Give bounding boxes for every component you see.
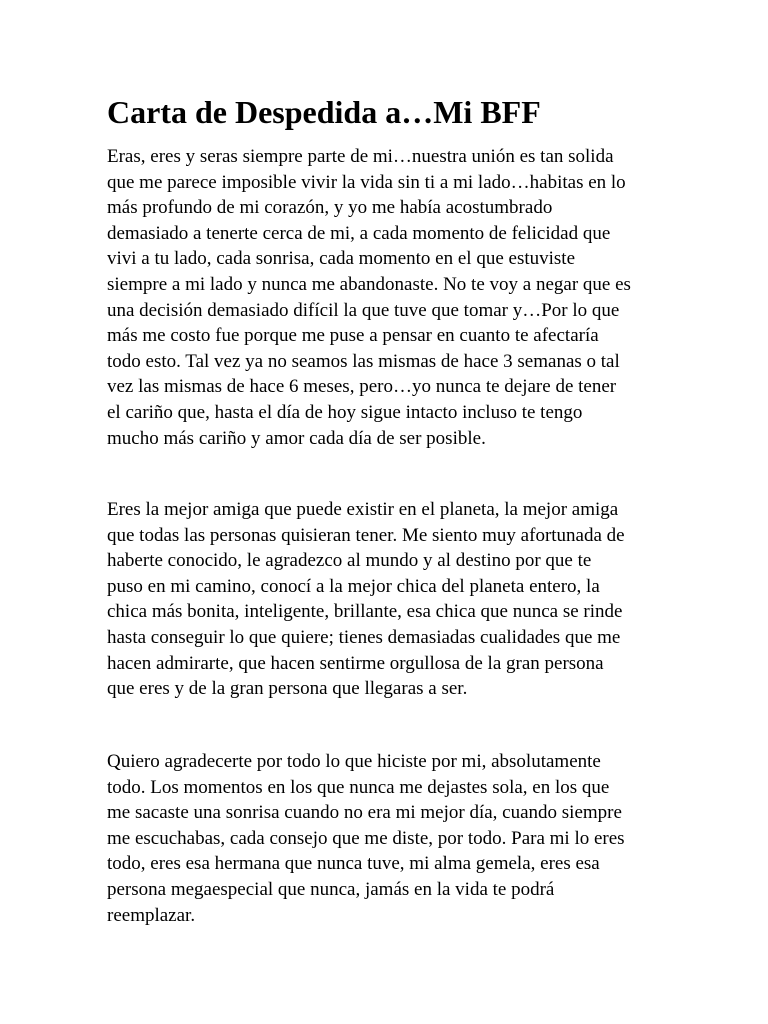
paragraph-line: vez las mismas de hace 6 meses, pero…yo nunca te dejare de tener	[107, 376, 617, 398]
paragraph-1	[107, 144, 663, 451]
paragraph-line: mucho más cariño y amor cada día de ser posible.	[107, 427, 486, 449]
paragraph-line: persona megaespecial que nunca, jamás en la vida te podrá	[107, 878, 555, 900]
paragraph-line: que todas las personas quisieran tener. Me siento muy afortunada de	[107, 524, 625, 546]
paragraph-line: Eres la mejor amiga que puede existir en el planeta, la mejor amiga	[107, 499, 619, 520]
paragraph-line: me sacaste una sonrisa cuando no era mi mejor día, cuando siempre	[107, 802, 622, 824]
paragraph-line: que eres y de la gran persona que llegaras a ser.	[107, 678, 468, 700]
paragraph-line: puso en mi camino, conocí a la mejor chica del planeta entero, la	[107, 575, 600, 597]
paragraph-line: reemplazar.	[107, 904, 196, 926]
paragraph-line: chica más bonita, inteligente, brillante, esa chica que nunca se rinde	[107, 601, 623, 623]
paragraph-line: una decisión demasiado difícil la que tuve que tomar y…Por lo que	[107, 299, 620, 321]
paragraph-line: más profundo de mi corazón, y yo me había acostumbrado	[107, 197, 553, 219]
paragraph-line: que me parece imposible vivir la vida sin ti a mi lado…habitas en lo	[107, 171, 626, 193]
paragraph-line: demasiado a tenerte cerca de mi, a cada momento de felicidad que	[107, 222, 611, 244]
paragraph-line: hasta conseguir lo que quiere; tienes demasiadas cualidades que me	[107, 626, 621, 648]
paragraph-line: haberte conocido, le agradezco al mundo y al destino por que te	[107, 550, 592, 572]
paragraph-line: siempre a mi lado y nunca me abandonaste. No te voy a negar que es	[107, 273, 631, 295]
document-title: Carta de Despedida a…Mi BFF	[107, 94, 541, 130]
paragraph-line: vivi a tu lado, cada sonrisa, cada momento en el que estuviste	[107, 248, 575, 270]
paragraph-line: Quiero agradecerte por todo lo que hiciste por mi, absolutamente	[107, 751, 601, 772]
paragraph-line: todo, eres esa hermana que nunca tuve, mi alma gemela, eres esa	[107, 853, 600, 875]
paragraph-line: más me costo fue porque me puse a pensar en cuanto te afectaría	[107, 325, 599, 347]
paragraph-line: me escuchabas, cada consejo que me diste, por todo. Para mi lo eres	[107, 827, 625, 849]
paragraph-line: todo. Los momentos en los que nunca me dejastes sola, en los que	[107, 776, 610, 798]
paragraph-2	[107, 497, 663, 702]
paragraph-line: el cariño que, hasta el día de hoy sigue intacto incluso te tengo	[107, 401, 583, 423]
paragraph-line: todo esto. Tal vez ya no seamos las mismas de hace 3 semanas o tal	[107, 350, 620, 372]
paragraph-line: hacen admirarte, que hacen sentirme orgullosa de la gran persona	[107, 652, 604, 674]
paragraph-3	[107, 749, 663, 928]
paragraph-line: Eras, eres y seras siempre parte de mi…nuestra unión es tan solida	[107, 146, 614, 167]
